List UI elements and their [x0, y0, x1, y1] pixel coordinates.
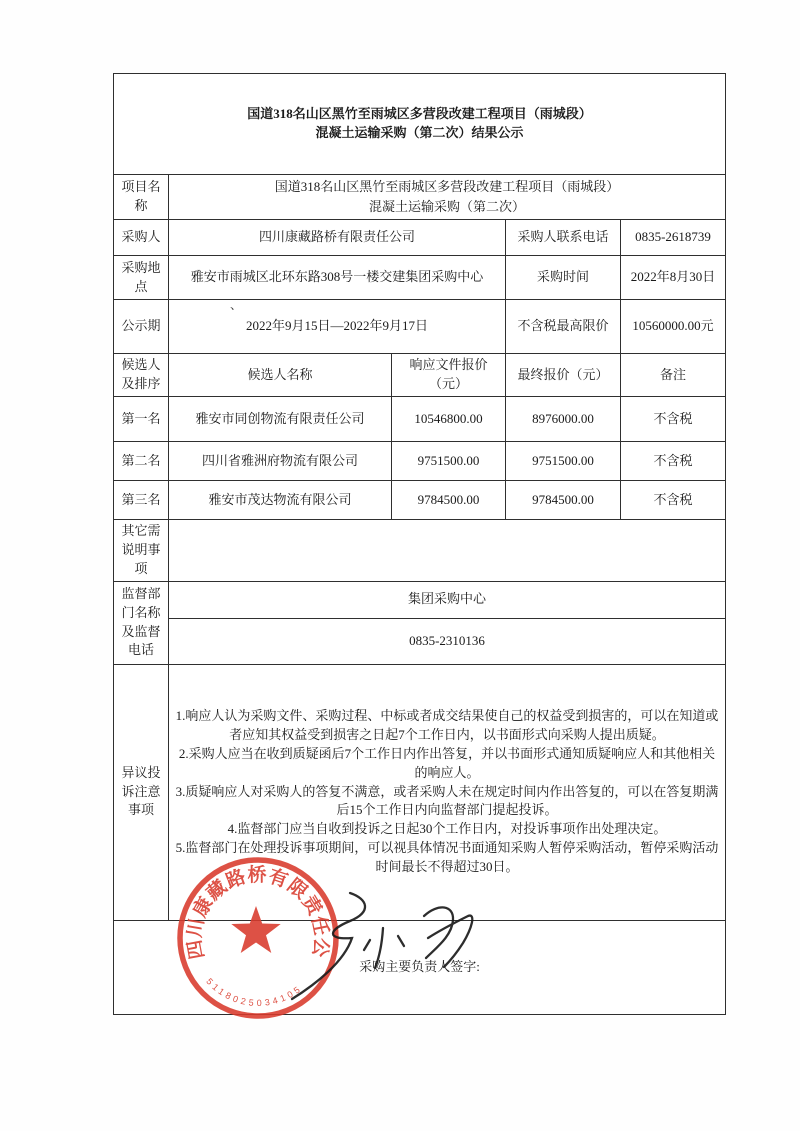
candidate-final: 9751500.00	[506, 441, 621, 480]
scan-stray-mark: 、	[230, 298, 243, 312]
objection-item: 4.监督部门应当自收到投诉之日起30个工作日内，对投诉事项作出处理决定。	[227, 821, 667, 837]
procurement-result-table	[113, 73, 726, 1015]
column-header-rank: 候选人及排序	[114, 354, 169, 397]
max-price-label: 不含税最高限价	[506, 300, 621, 354]
table-row	[114, 441, 726, 480]
purchase-time-label: 采购时间	[506, 256, 621, 300]
column-header-name: 候选人名称	[169, 354, 392, 397]
signature-label: 采购主要负责人签字:	[359, 958, 480, 974]
location-value: 雅安市雨城区北环东路308号一楼交建集团采购中心	[169, 256, 506, 300]
other-notes-label: 其它需说明事项	[114, 519, 169, 581]
candidate-bid: 9784500.00	[392, 480, 506, 519]
purchaser-label: 采购人	[114, 220, 169, 256]
candidate-name: 四川省雅洲府物流有限公司	[169, 441, 392, 480]
candidate-remark: 不含税	[621, 396, 726, 441]
purchaser-value: 四川康藏路桥有限责任公司	[169, 220, 506, 256]
table-row	[114, 480, 726, 519]
project-name-line1: 国道318名山区黑竹至雨城区多营段改建工程项目（雨城段）	[274, 179, 620, 194]
column-header-final-price: 最终报价（元）	[506, 354, 621, 397]
supervision-label: 监督部门名称及监督电话	[114, 581, 169, 664]
seal-company-text: 四川康藏路桥有限责任公	[184, 864, 332, 961]
objection-label: 异议投诉注意事项	[114, 664, 169, 920]
objection-notes	[169, 664, 726, 920]
candidate-rank: 第二名	[114, 441, 169, 480]
max-price-value: 10560000.00元	[621, 300, 726, 354]
candidate-final: 8976000.00	[506, 396, 621, 441]
candidate-remark: 不含税	[621, 480, 726, 519]
other-notes-value	[169, 519, 726, 581]
candidate-name: 雅安市茂达物流有限公司	[169, 480, 392, 519]
supervision-department: 集团采购中心	[169, 581, 726, 618]
project-name-label: 项目名称	[114, 175, 169, 220]
project-name-value	[169, 175, 726, 220]
candidate-remark: 不含税	[621, 441, 726, 480]
table-row	[114, 396, 726, 441]
objection-item: 2.采购人应当在收到质疑函后7个工作日内作出答复，并以书面形式通知质疑响应人和其他相关的响应人。	[178, 745, 716, 780]
publicity-period-value: 2022年9月15日—2022年9月17日	[169, 300, 506, 354]
candidate-bid: 9751500.00	[392, 441, 506, 480]
purchaser-phone-value: 0835-2618739	[621, 220, 726, 256]
bid-price-header-line2: （元）	[428, 376, 468, 392]
candidate-bid: 10546800.00	[392, 396, 506, 441]
document-title	[114, 74, 726, 175]
objection-item: 3.质疑响应人对采购人的答复不满意，或者采购人未在规定时间内作出答复的，可以在答复期满后15个工作日内向监督部门提起投诉。	[175, 783, 719, 818]
location-label: 采购地点	[114, 256, 169, 300]
supervision-phone: 0835-2310136	[169, 618, 726, 664]
candidate-rank: 第三名	[114, 480, 169, 519]
signature-row	[114, 920, 726, 1014]
title-line-2: 混凝土运输采购（第二次）结果公示	[315, 125, 524, 140]
objection-item: 5.监督部门在处理投诉事项期间，可以视具体情况书面通知采购人暂停采购活动，暂停采购活动时间最长不得超过30日。	[175, 840, 719, 874]
seal-serial-text: 5118025034105	[204, 976, 302, 1009]
project-name-line2: 混凝土运输采购（第二次）	[368, 199, 525, 215]
candidate-name: 雅安市同创物流有限责任公司	[169, 396, 392, 441]
objection-item: 1.响应人认为采购文件、采购过程、中标或者成交结果使自己的权益受到损害的，可以在知道或者应知其权益受到损害之日起7个工作日内，以书面形式向采购人提出质疑。	[175, 708, 719, 743]
purchaser-phone-label: 采购人联系电话	[506, 220, 621, 256]
column-header-bid-price	[392, 354, 506, 397]
candidate-rank: 第一名	[114, 396, 169, 441]
title-line-1: 国道318名山区黑竹至雨城区多营段改建工程项目（雨城段）	[247, 106, 592, 122]
column-header-remark: 备注	[621, 354, 726, 397]
bid-price-header-line1: 响应文件报价	[409, 357, 488, 373]
publicity-period-label: 公示期	[114, 300, 169, 354]
purchase-time-value: 2022年8月30日	[621, 256, 726, 300]
candidate-final: 9784500.00	[506, 480, 621, 519]
